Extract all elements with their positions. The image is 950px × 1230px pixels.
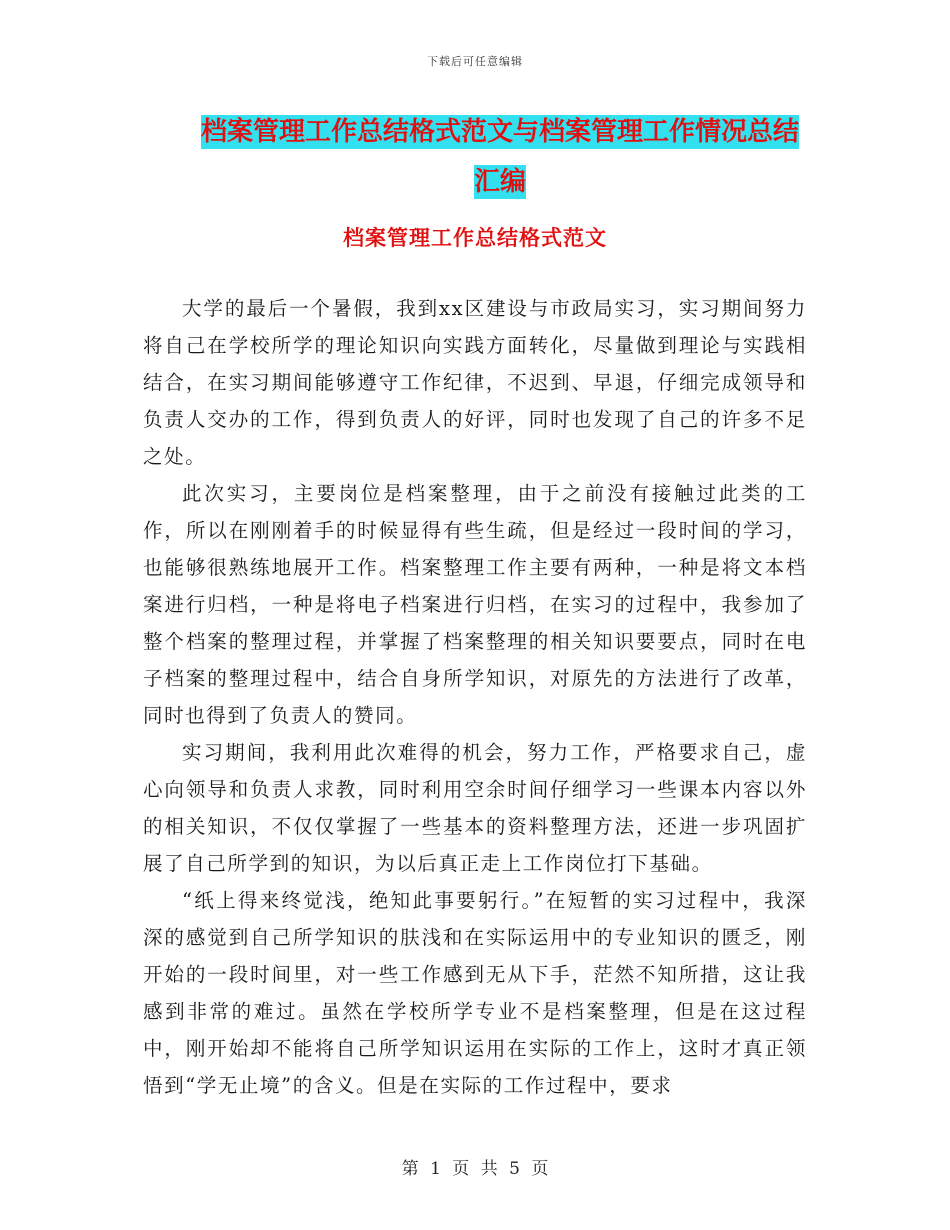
body-text [143,290,807,1104]
document-title-text: 档案管理工作总结格式范文与档案管理工作情况总结汇编 [200,117,799,197]
document-title [190,107,810,207]
paragraph: 此次实习，主要岗位是档案整理，由于之前没有接触过此类的工作，所以在刚刚着手的时候显得有些生疏，但是经过一段时间的学习，也能够很熟练地展开工作。档案整理工作主要有两种，一种是将文本档案进行归档，一种是将电子档案进行归档，在实习的过程中，我参加了整个档案的整理过程，并掌握了档案整理的相关知识要要点，同时在电子档案的整理过程中，结合自身所学知识，对原先的方法进行了改革，同时也得到了负责人的赞同。 [143,482,807,727]
paragraph: “纸上得来终觉浅，绝知此事要躬行。”在短暂的实习过程中，我深深的感觉到自己所学知识的肤浅和在实际运用中的专业知识的匮乏，刚开始的一段时间里，对一些工作感到无从下手，茫然不知所措，这让我感到非常的难过。虽然在学校所学专业不是档案整理，但是在这过程中，刚开始却不能将自己所学知识运用在实际的工作上，这时才真正领悟到“学无止境”的含义。但是在实际的工作过程中，要求 [143,889,807,1097]
page-footer: 第 1 页 共 5 页 [401,1159,549,1179]
section-title: 档案管理工作总结格式范文 [343,226,607,250]
header-note: 下载后可任意编辑 [427,55,523,68]
paragraph: 实习期间，我利用此次难得的机会，努力工作，严格要求自己，虚心向领导和负责人求教，同时利用空余时间仔细学习一些课本内容以外的相关知识，不仅仅掌握了一些基本的资料整理方法，还进一步巩固扩展了自己所学到的知识，为以后真正走上工作岗位打下基础。 [143,741,807,875]
paragraph: 大学的最后一个暑假，我到xx区建设与市政局实习，实习期间努力将自己在学校所学的理论知识向实践方面转化，尽量做到理论与实践相结合，在实习期间能够遵守工作纪律，不迟到、早退，仔细完成领导和负责人交办的工作，得到负责人的好评，同时也发现了自己的许多不足之处。 [143,297,807,468]
